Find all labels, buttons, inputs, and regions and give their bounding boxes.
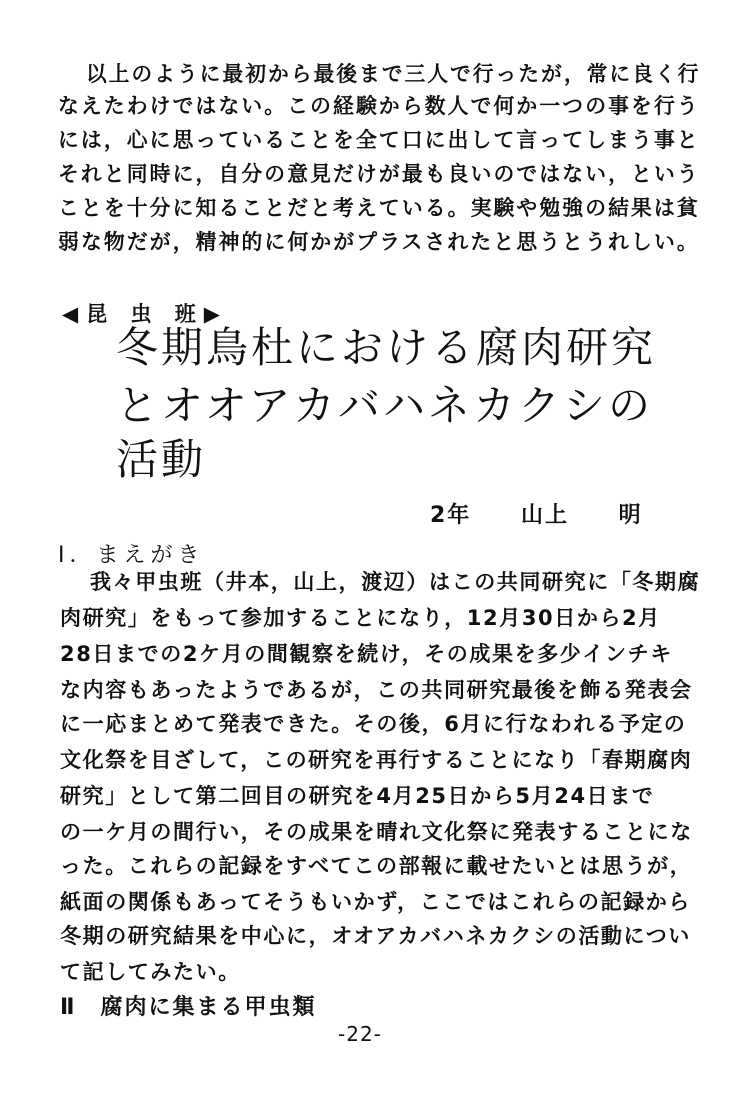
section-label: ◀昆 虫 班▶ (62, 302, 228, 326)
body-line: な内容もあったようであるが，この共同研究最後を飾る発表会 (60, 678, 693, 702)
article-title-line: 冬期鳥杜における腐肉研究 (116, 323, 657, 372)
article-title-line: とオオアカバハネカクシの (116, 381, 654, 430)
body-line: 紙面の関係もあってそうもいかず，ここではこれらの記録から (60, 890, 691, 914)
body-line: 28日までの2ケ月の間観察を続け，その成果を多少インチキ (60, 642, 673, 666)
section-heading-beetles: Ⅱ 腐肉に集まる甲虫類 (60, 995, 317, 1020)
article-title-line: 活動 (116, 435, 207, 484)
body-line: った。これらの記録をすべてこの部報に載せたいとは思うが， (60, 854, 693, 878)
body-line: 肉研究」をもって参加することになり，12月30日から2月 (60, 606, 661, 630)
intro-line: 弱な物だが，精神的に何かがプラスされたと思うとうれしい。 (58, 230, 700, 254)
body-line: 研究」として第二回目の研究を4月25日から5月24日まで (60, 784, 655, 808)
intro-line: には，心に思っていることを全て口に出して言ってしまう事と (58, 128, 700, 152)
intro-line: それと同時に，自分の意見だけが最も良いのではない，という (58, 162, 700, 186)
body-line: に一応まとめて発表できた。その後，6月に行なわれる予定の (60, 712, 687, 736)
intro-line: なえたわけではない。この経験から数人で何か一つの事を行う (58, 94, 700, 118)
body-line: 冬期の研究結果を中心に，オオアカバハネカクシの活動につい (60, 924, 691, 948)
body-line: 我々甲虫班（井本，山上，渡辺）はこの共同研究に「冬期腐 (90, 570, 701, 594)
body-line: 文化祭を目ざして，この研究を再行することになり「春期腐肉 (60, 748, 693, 772)
intro-line: ことを十分に知ることだと考えている。実験や勉強の結果は貧 (58, 196, 700, 220)
page-number: -22- (338, 1022, 382, 1046)
section-heading-intro: Ⅰ．まえがき (58, 543, 205, 568)
body-line: の一ケ月の間行い，その成果を晴れ文化祭に発表することにな (60, 820, 693, 844)
body-line: て記してみたい。 (60, 960, 241, 984)
intro-line: 以上のように最初から最後まで三人で行ったが，常に良く行 (86, 62, 701, 86)
author-byline: 2年 山上 明 (430, 503, 643, 528)
